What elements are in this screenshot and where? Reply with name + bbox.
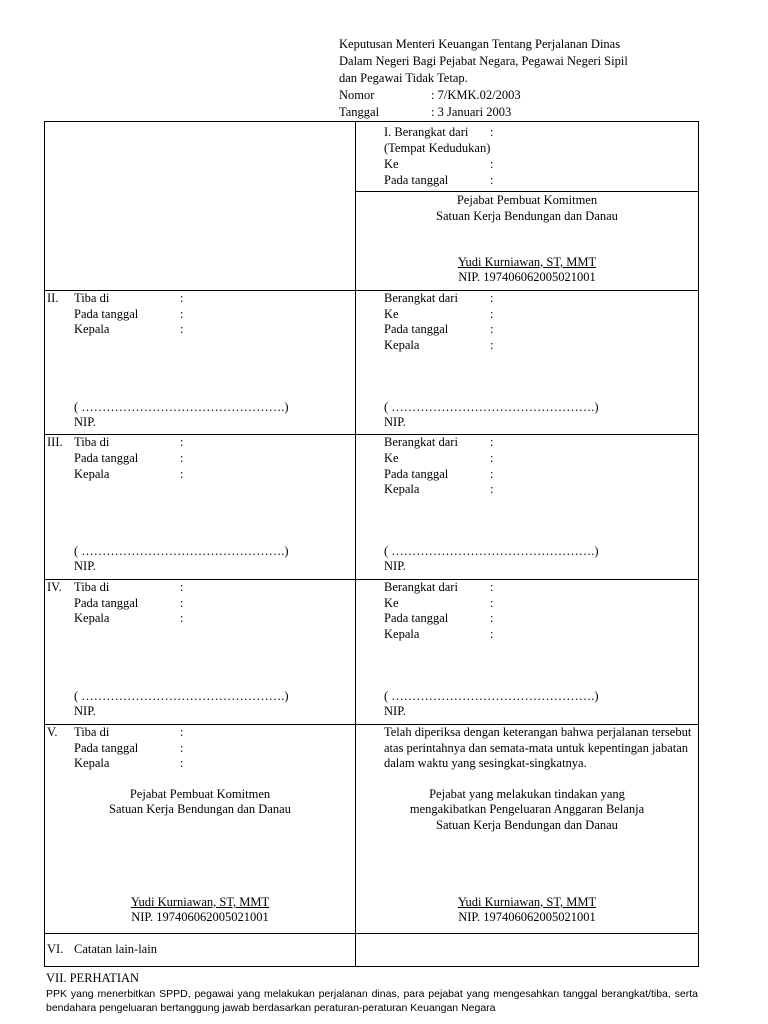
verification-text: Telah diperiksa dengan keterangan bahwa perjalanan tersebut atas perintahnya dan semata-mata untuk kepentingan jabatan dalam waktu yang sesingkat-singkatnya. <box>384 725 692 770</box>
kepala-label: Kepala <box>74 322 110 336</box>
nip-label: NIP. <box>74 559 96 573</box>
row-number: II. <box>47 291 59 305</box>
table-line <box>44 290 699 291</box>
ke-label: Ke <box>384 596 399 610</box>
table-line <box>44 579 699 580</box>
pada-tanggal-label: Pada tanggal <box>74 596 139 610</box>
right-official-title-3: Satuan Kerja Bendungan dan Danau <box>436 818 618 832</box>
tiba-label: Tiba di <box>74 725 110 739</box>
colon: : <box>490 173 494 187</box>
kepala-label: Kepala <box>384 338 420 352</box>
tiba-label: Tiba di <box>74 291 110 305</box>
colon: : <box>490 611 494 625</box>
row-number: V. <box>47 725 58 739</box>
berangkat-label: Berangkat dari <box>384 435 458 449</box>
kepala-label: Kepala <box>74 611 110 625</box>
nip-label: NIP. <box>74 415 96 429</box>
colon: : <box>180 596 184 610</box>
right-official-nip: NIP. 197406062005021001 <box>458 910 596 924</box>
left-official-title-1: Pejabat Pembuat Komitmen <box>129 787 271 801</box>
nomor-row <box>339 87 699 104</box>
tiba-label: Tiba di <box>74 435 110 449</box>
right-official-name: Yudi Kurniawan, ST, MMT <box>457 895 597 909</box>
tiba-label: Tiba di <box>74 580 110 594</box>
colon: : <box>180 435 184 449</box>
nomor-label: Nomor <box>339 88 375 102</box>
colon: : <box>490 596 494 610</box>
signature-dots: ( ………………………………………….) <box>74 400 289 414</box>
berangkat-label: I. Berangkat dari <box>384 125 469 139</box>
row-number: VI. <box>47 942 64 956</box>
document-header <box>339 36 699 121</box>
colon: : <box>490 125 494 139</box>
row-number: IV. <box>47 580 62 594</box>
official-nip: NIP. 197406062005021001 <box>458 270 596 284</box>
attention-text: PPK yang menerbitkan SPPD, pegawai yang melakukan perjalanan dinas, para pejabat yang mengesahkan tanggal berangkat/tiba, serta bendahara pengeluaran bertanggung jawab berdasarkan peraturan-peraturan Keuangan Negara <box>46 988 698 1014</box>
colon: : <box>180 291 184 305</box>
header-line-1: Keputusan Menteri Keuangan Tentang Perjalanan Dinas <box>339 37 621 51</box>
colon: : <box>180 756 184 770</box>
colon: : <box>180 580 184 594</box>
table-line <box>44 121 45 967</box>
ke-label: Ke <box>384 451 399 465</box>
pada-tanggal-label: Pada tanggal <box>74 307 139 321</box>
kepala-label: Kepala <box>74 467 110 481</box>
colon: : <box>490 451 494 465</box>
kepala-label: Kepala <box>74 756 110 770</box>
kepala-label: Kepala <box>384 482 420 496</box>
pada-tanggal-label: Pada tanggal <box>384 611 449 625</box>
colon: : <box>490 467 494 481</box>
kepala-label: Kepala <box>384 627 420 641</box>
right-official-title-1: Pejabat yang melakukan tindakan yang <box>429 787 625 801</box>
signature-dots: ( ………………………………………….) <box>384 544 599 558</box>
row-number: III. <box>47 435 63 449</box>
notes-label: Catatan lain-lain <box>74 942 157 956</box>
official-name: Yudi Kurniawan, ST, MMT <box>457 255 597 269</box>
colon: : <box>490 322 494 336</box>
colon: : <box>180 741 184 755</box>
pada-tanggal-label: Pada tanggal <box>384 467 449 481</box>
ke-label: Ke <box>384 307 399 321</box>
right-official-title-2: mengakibatkan Pengeluaran Anggaran Belanja <box>409 802 645 816</box>
tempat-label: (Tempat Kedudukan) <box>384 141 491 155</box>
official-title-2: Satuan Kerja Bendungan dan Danau <box>436 209 618 223</box>
header-line-2: Dalam Negeri Bagi Pejabat Negara, Pegawai Negeri Sipil <box>339 54 628 68</box>
nip-label: NIP. <box>384 415 406 429</box>
signature-dots: ( ………………………………………….) <box>384 689 599 703</box>
colon: : <box>490 157 494 171</box>
signature-dots: ( ………………………………………….) <box>74 544 289 558</box>
colon: : <box>180 322 184 336</box>
pada-tanggal-label: Pada tanggal <box>384 173 449 187</box>
ke-label: Ke <box>384 157 399 171</box>
table-line <box>698 121 699 967</box>
pada-tanggal-label: Pada tanggal <box>384 322 449 336</box>
tanggal-row <box>339 104 699 121</box>
colon: : <box>490 580 494 594</box>
nomor-value: : 7/KMK.02/2003 <box>431 88 521 102</box>
colon: : <box>180 611 184 625</box>
attention-title: VII. PERHATIAN <box>46 971 140 985</box>
pada-tanggal-label: Pada tanggal <box>74 451 139 465</box>
colon: : <box>180 467 184 481</box>
table-line <box>44 966 699 967</box>
berangkat-label: Berangkat dari <box>384 580 458 594</box>
table-line <box>44 434 699 435</box>
colon: : <box>490 627 494 641</box>
table-line <box>355 121 356 967</box>
berangkat-label: Berangkat dari <box>384 291 458 305</box>
table-line <box>355 191 699 192</box>
colon: : <box>490 338 494 352</box>
official-title-1: Pejabat Pembuat Komitmen <box>456 193 598 207</box>
colon: : <box>490 291 494 305</box>
table-line <box>44 121 699 122</box>
table-line <box>44 933 699 934</box>
signature-dots: ( ………………………………………….) <box>74 689 289 703</box>
colon: : <box>490 482 494 496</box>
colon: : <box>180 451 184 465</box>
tanggal-label: Tanggal <box>339 105 380 119</box>
pada-tanggal-label: Pada tanggal <box>74 741 139 755</box>
nip-label: NIP. <box>384 559 406 573</box>
nip-label: NIP. <box>384 704 406 718</box>
left-official-name: Yudi Kurniawan, ST, MMT <box>130 895 270 909</box>
header-line-3: dan Pegawai Tidak Tetap. <box>339 71 468 85</box>
tanggal-value: : 3 Januari 2003 <box>431 105 512 119</box>
left-official-nip: NIP. 197406062005021001 <box>131 910 269 924</box>
colon: : <box>490 307 494 321</box>
colon: : <box>180 307 184 321</box>
signature-dots: ( ………………………………………….) <box>384 400 599 414</box>
left-official-title-2: Satuan Kerja Bendungan dan Danau <box>109 802 291 816</box>
nip-label: NIP. <box>74 704 96 718</box>
colon: : <box>180 725 184 739</box>
colon: : <box>490 435 494 449</box>
